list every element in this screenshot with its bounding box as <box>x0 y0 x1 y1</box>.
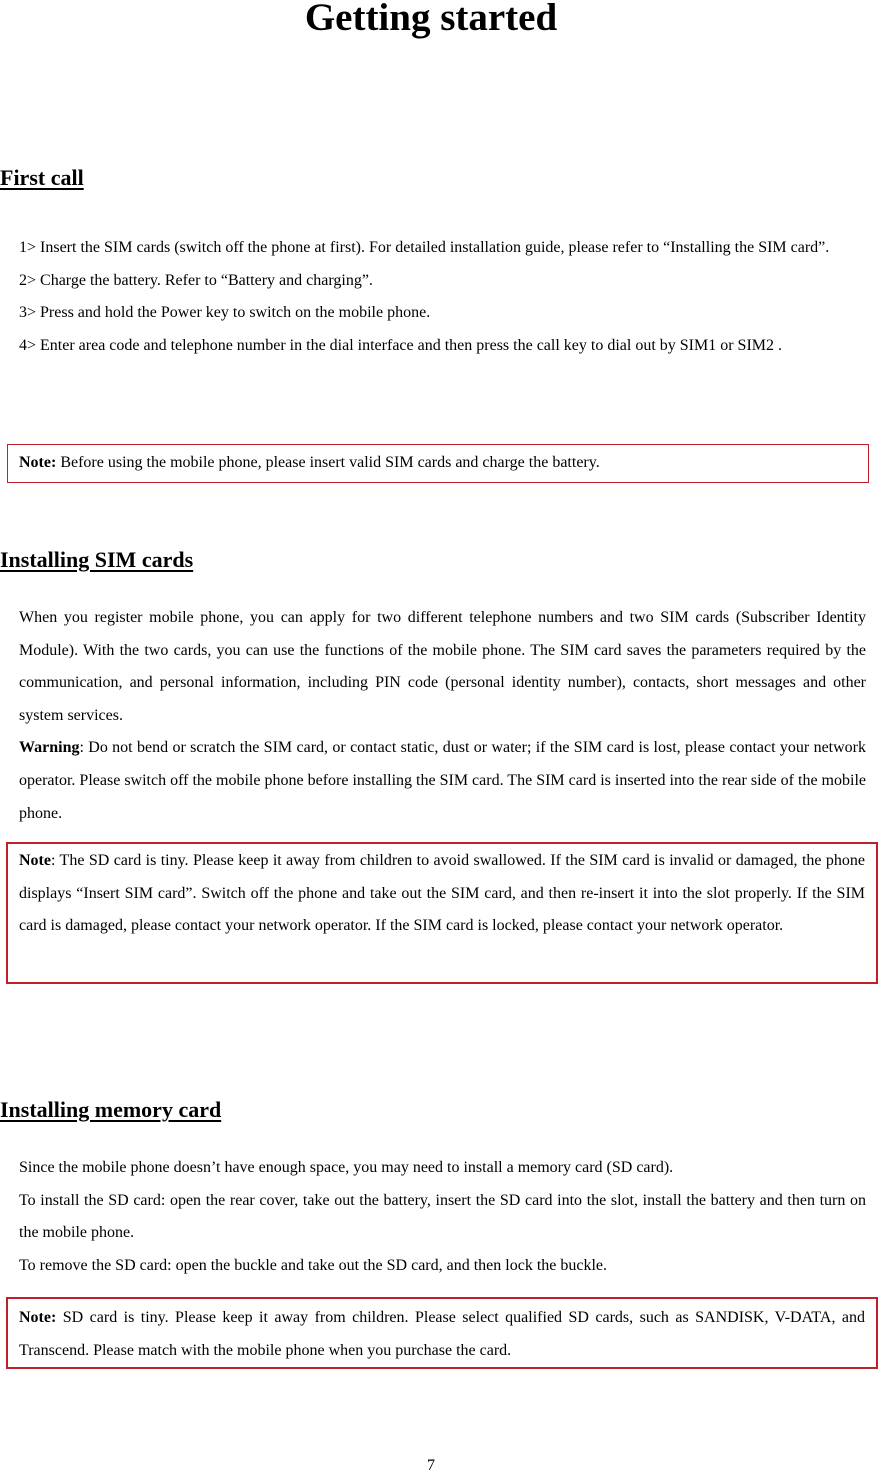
sim-paragraph: When you register mobile phone, you can apply for two different telephone numbers and two SIM cards (Subscriber Identity Module). With the two cards, you can use the functions of the mobile phone. The SIM card saves the parameters required by the communication, and personal information, including PIN code (personal identity number), contacts, short messages and other system services. <box>19 609 866 724</box>
sim-warning <box>19 732 866 830</box>
step-1: 1> Insert the SIM cards (switch off the phone at first). For detailed installation guide, please refer to “Installing the SIM card”. <box>19 239 830 256</box>
memory-line-2: To install the SD card: open the rear cover, take out the battery, insert the SD card into the slot, install the battery and then turn on the mobile phone. <box>19 1191 866 1242</box>
memory-line-3: To remove the SD card: open the buckle and take out the SD card, and then lock the buckle. <box>19 1256 608 1274</box>
installing-memory-body <box>19 1152 866 1282</box>
installing-sim-body <box>19 602 866 830</box>
first-call-heading: First call <box>0 165 84 190</box>
warning-text: : Do not bend or scratch the SIM card, or contact static, dust or water; if the SIM card is lost, please contact your network operator. Please switch off the mobile phone before installing the SIM card. The SIM card is inserted into the rear side of the mobile phone. <box>19 739 866 822</box>
note-text: : The SD card is tiny. Please keep it away from children to avoid swallowed. If the SIM card is invalid or damaged, the phone displays “Insert SIM card”. Switch off the phone and take out the SIM card, and then re-insert it into the slot properly. If the SIM card is damaged, please contact your network operator. If the SIM card is locked, please contact your network operator. <box>19 852 865 935</box>
installing-memory-heading: Installing memory card <box>0 1097 222 1122</box>
page-number: 7 <box>427 1457 435 1472</box>
step-4: 4> Enter area code and telephone number in the dial interface and then press the call key to dial out by SIM1 or SIM2 . <box>19 336 783 354</box>
memory-line-1: Since the mobile phone doesn’t have enough space, you may need to install a memory card (SD card). <box>19 1159 674 1176</box>
step-3: 3> Press and hold the Power key to switch on the mobile phone. <box>19 304 431 322</box>
first-call-note <box>7 444 869 483</box>
note-label: Note: <box>19 454 57 471</box>
note-label: Note <box>19 852 51 869</box>
note-text: SD card is tiny. Please keep it away from children. Please select qualified SD cards, such as SANDISK, V-DATA, and Transcend. Please match with the mobile phone when you purchase the card. <box>19 1309 865 1359</box>
step-2: 2> Charge the battery. Refer to “Battery and charging”. <box>19 271 373 289</box>
installing-sim-heading: Installing SIM cards <box>0 547 194 572</box>
first-call-steps <box>19 232 867 362</box>
sim-note <box>6 842 878 984</box>
note-text: Before using the mobile phone, please insert valid SIM cards and charge the battery. <box>56 454 600 471</box>
note-label: Note: <box>19 1309 57 1326</box>
warning-label: Warning <box>19 739 80 757</box>
memory-note <box>6 1297 878 1369</box>
page-title: Getting started <box>304 0 558 39</box>
